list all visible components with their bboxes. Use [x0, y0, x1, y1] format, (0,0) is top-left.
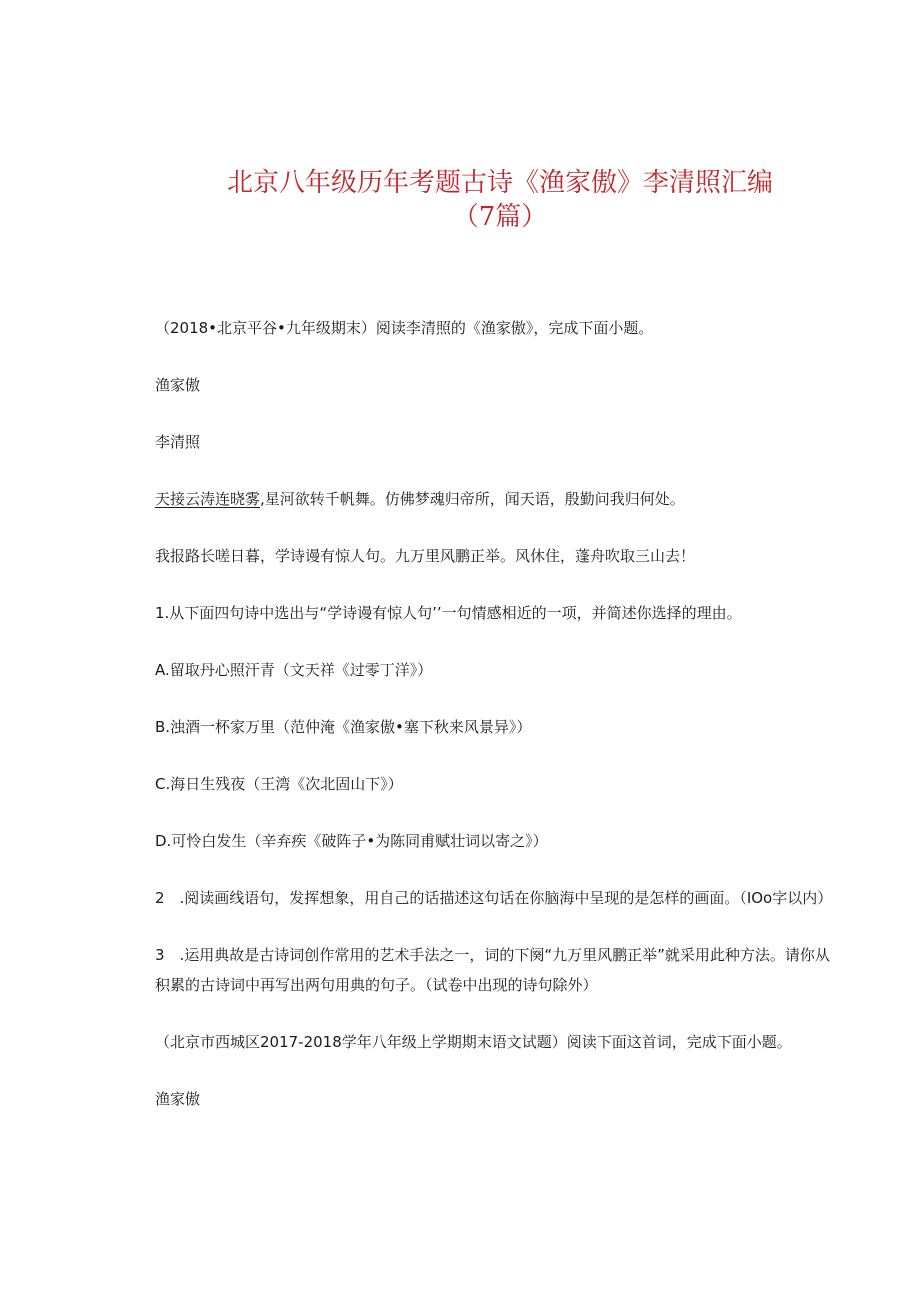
section-intro-2: （北京市西城区2017-2018学年八年级上学期期末语文试题）阅读下面这首词，完成下面小题。 — [155, 1033, 792, 1051]
option-a: A.留取丹心照汗青（文天祥《过零丁洋》） — [155, 661, 433, 679]
poem-title: 渔家傲 — [155, 376, 201, 394]
poem-line-1-rest: ,星河欲转千帆舞。仿佛梦魂归帝所，闻天语，殷勤问我归何处。 — [260, 490, 685, 508]
poem-line-2: 我报路长嗟日暮，学诗谩有惊人句。九万里风鹏正举。风休住，蓬舟吹取三山去！ — [155, 547, 696, 565]
section-intro: （2018•北京平谷•九年级期末）阅读李清照的《渔家傲》，完成下面小题。 — [155, 319, 654, 337]
document-title-line1: 北京八年级历年考题古诗《渔家傲》李清照汇编 — [226, 168, 773, 198]
poem-author: 李清照 — [155, 433, 201, 451]
option-b: B.浊酒一杯家万里（范仲淹《渔家傲•塞下秋来风景异》） — [155, 718, 532, 736]
question-2: 2 .阅读画线语句，发挥想象，用自己的话描述这句话在你脑海中呈现的是怎样的画面。（IOo字以内） — [155, 889, 833, 907]
document-title-line2: （7篇） — [452, 202, 548, 232]
option-c: C.海日生残夜（王湾《次北固山下》） — [155, 775, 403, 793]
question-3-line-1: 3 .运用典故是古诗词创作常用的艺术手法之一，词的下阕“九万里风鹏正举”就采用此种方法。请你从 — [155, 946, 830, 964]
question-3-line-2: 积累的古诗词中再写出两句用典的句子。（试卷中出现的诗句除外） — [155, 976, 598, 994]
question-1: 1.从下面四句诗中选出与“学诗谩有惊人句’’一句情感相近的一项，并简述你选择的理由。 — [155, 604, 742, 622]
underlined-phrase: 天接云涛连晓雾 — [155, 490, 261, 508]
poem-2-title: 渔家傲 — [155, 1090, 201, 1108]
option-d: D.可怜白发生（辛弃疾《破阵子•为陈同甫赋壮词以寄之》） — [155, 832, 548, 850]
poem-line-1 — [155, 488, 855, 510]
